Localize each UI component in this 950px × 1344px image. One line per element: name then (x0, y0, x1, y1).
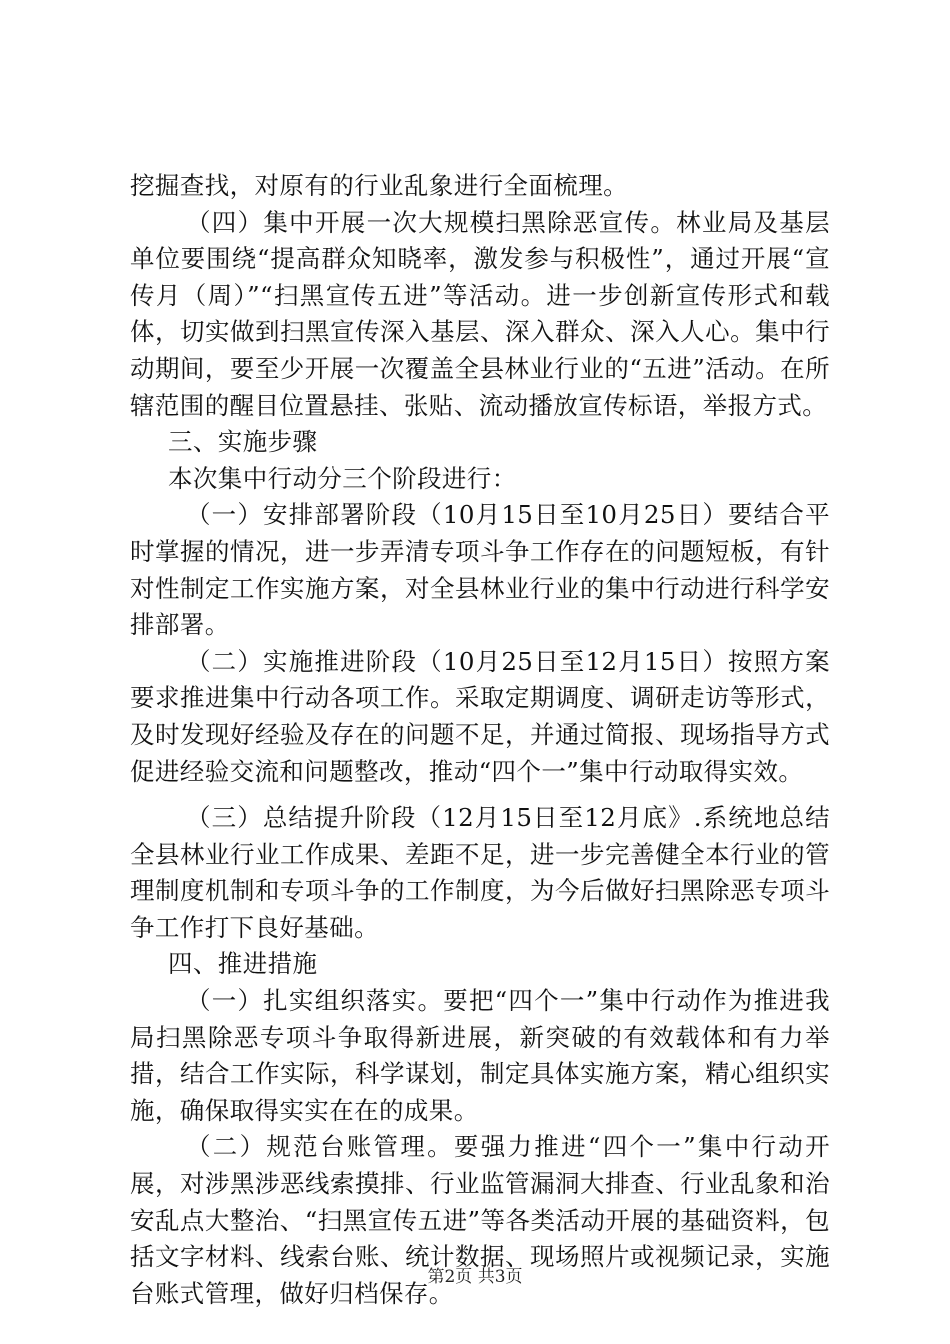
paragraph-item-four-propaganda: （四）集中开展一次大规模扫黑除恶宣传。林业局及基层单位要围绕“提高群众知晓率，激发参与积极性”，通过开展“宣传月（周）”“扫黑宣传五进”等活动。进一步创新宣传形式和载体，切实做到扫黑宣传深入基层、深入群众、深入人心。集中行动期间，要至少开展一次覆盖全县林业行业的“五进”活动。在所辖范围的醒目位置悬挂、张贴、流动播放宣传标语，举报方式。 (130, 207, 830, 420)
paragraph-stages-intro: 本次集中行动分三个阶段进行： (168, 463, 517, 493)
paragraph-stage-one: （一）安排部署阶段（10月15日至10月25日）要结合平时掌握的情况，进一步弄清专项斗争工作存在的问题短板，有针对性制定工作实施方案，对全县林业行业的集中行动进行科学安排部署。 (130, 500, 830, 640)
paragraph-stage-three: （三）总结提升阶段（12月15日至12月底》.系统地总结全县林业行业工作成果、差距不足，进一步完善健全本行业的管理制度机制和专项斗争的工作制度，为今后做好扫黑除恶专项斗争工作打下良好基础。 (130, 803, 830, 942)
section-heading-implementation-steps: 三、实施步骤 (168, 427, 318, 457)
section-heading-measures: 四、推进措施 (168, 949, 318, 979)
page-number-footer: 第2页 共3页 (427, 1267, 523, 1287)
paragraph-measure-one: （一）扎实组织落实。要把“四个一”集中行动作为推进我局扫黑除恶专项斗争取得新进展，新突破的有效载体和有力举措，结合工作实际，科学谋划，制定具体实施方案，精心组织实施，确保取得实实在在的成果。 (130, 986, 830, 1125)
paragraph-measure-two: （二）规范台账管理。要强力推进“四个一”集中行动开展，对涉黑涉恶线索摸排、行业监管漏洞大排查、行业乱象和治安乱点大整治、“扫黑宣传五进”等各类活动开展的基础资料，包括文字材料、线索台账、统计数据、现场照片或视频记录，实施台账式管理，做好归档保存。 (130, 1132, 830, 1308)
paragraph-stage-two: （二）实施推进阶段（10月25日至12月15日）按照方案要求推进集中行动各项工作。采取定期调度、调研走访等形式，及时发现好经验及存在的问题不足，并通过简报、现场指导方式促进经验交流和问题整改，推动“四个一”集中行动取得实效。 (130, 646, 830, 786)
document-body (130, 168, 830, 1312)
paragraph-continuation: 挖掘查找，对原有的行业乱象进行全面梳理。 (130, 171, 628, 200)
